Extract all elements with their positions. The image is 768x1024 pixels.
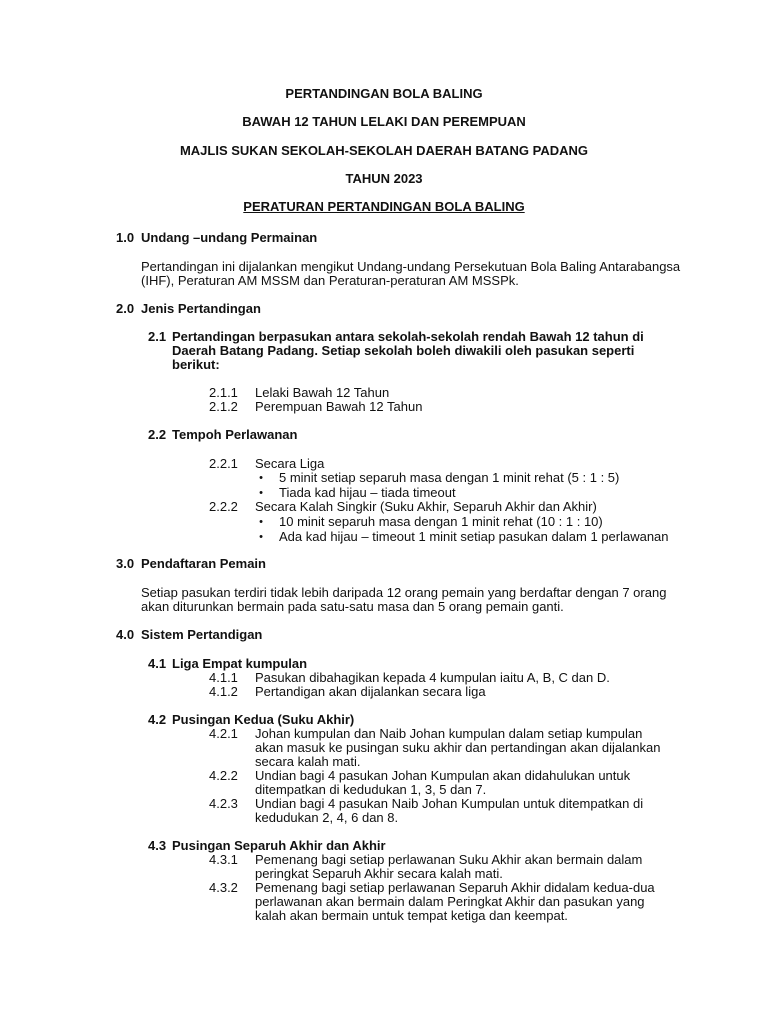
section-3-number: 3.0: [116, 556, 135, 571]
item-4-1-1-number: 4.1.1: [209, 670, 238, 685]
item-4-2-1-line-3: secara kalah mati.: [255, 754, 361, 769]
item-2-1-1-text: Lelaki Bawah 12 Tahun: [255, 385, 390, 400]
item-4-2-3-line-1: Undian bagi 4 pasukan Naib Johan Kumpulan untuk ditempatkan di: [255, 796, 644, 811]
item-4-2-2-number: 4.2.2: [209, 768, 238, 783]
header-line-4: TAHUN 2023: [345, 171, 423, 186]
item-4-1-2-text: Pertandigan akan dijalankan secara liga: [255, 684, 486, 699]
section-2-number: 2.0: [116, 301, 135, 316]
item-4-3-2-line-1: Pemenang bagi setiap perlawanan Separuh Akhir didalam kedua-dua: [255, 880, 655, 895]
section-3-title: Pendaftaran Pemain: [141, 556, 266, 571]
document-title: PERATURAN PERTANDINGAN BOLA BALING: [243, 199, 525, 214]
section-1-paragraph-line-2: (IHF), Peraturan AM MSSM dan Peraturan-peraturan AM MSSPk.: [141, 273, 519, 288]
subsection-4-1-title: Liga Empat kumpulan: [172, 656, 308, 671]
item-4-3-2-line-2: perlawanan akan bermain dalam Peringkat Akhir dan pasukan yang: [255, 894, 645, 909]
item-4-2-3-line-2: kedudukan 2, 4, 6 dan 8.: [255, 810, 399, 825]
bullet-icon: •: [259, 487, 263, 499]
section-3-paragraph-line-1: Setiap pasukan terdiri tidak lebih daripada 12 orang pemain yang berdaftar dengan 7 orang: [141, 585, 667, 600]
item-4-2-1-line-1: Johan kumpulan dan Naib Johan kumpulan dalam setiap kumpulan: [255, 726, 643, 741]
subsection-4-3-number: 4.3: [148, 838, 167, 853]
item-4-1-1-text: Pasukan dibahagikan kepada 4 kumpulan iaitu A, B, C dan D.: [255, 670, 610, 685]
item-2-1-1-number: 2.1.1: [209, 385, 238, 400]
subsection-2-2-number: 2.2: [148, 427, 167, 442]
item-4-2-3-number: 4.2.3: [209, 796, 238, 811]
subsection-4-3-title: Pusingan Separuh Akhir dan Akhir: [172, 838, 386, 853]
item-2-2-2-bullet-2: Ada kad hijau – timeout 1 minit setiap pasukan dalam 1 perlawanan: [279, 529, 669, 544]
item-2-2-2-text: Secara Kalah Singkir (Suku Akhir, Separuh Akhir dan Akhir): [255, 499, 597, 514]
subsection-4-2-number: 4.2: [148, 712, 167, 727]
item-2-2-1-text: Secara Liga: [255, 456, 325, 471]
item-4-3-2-number: 4.3.2: [209, 880, 238, 895]
section-2-title: Jenis Pertandingan: [141, 301, 261, 316]
subsection-4-1-number: 4.1: [148, 656, 167, 671]
item-4-3-2-line-3: kalah akan bermain untuk tempat ketiga dan keempat.: [255, 908, 568, 923]
section-4-title: Sistem Pertandigan: [141, 627, 263, 642]
header-line-2: BAWAH 12 TAHUN LELAKI DAN PEREMPUAN: [242, 114, 526, 129]
item-2-1-2-number: 2.1.2: [209, 399, 238, 414]
item-4-2-2-line-1: Undian bagi 4 pasukan Johan Kumpulan akan didahulukan untuk: [255, 768, 631, 783]
subsection-2-1-line-2: Daerah Batang Padang. Setiap sekolah boleh diwakili oleh pasukan seperti: [172, 343, 635, 358]
subsection-2-1-line-1: Pertandingan berpasukan antara sekolah-sekolah rendah Bawah 12 tahun di: [172, 329, 644, 344]
item-4-2-2-line-2: ditempatkan di kedudukan 1, 3, 5 dan 7.: [255, 782, 487, 797]
header-line-3: MAJLIS SUKAN SEKOLAH-SEKOLAH DAERAH BATANG PADANG: [179, 143, 589, 158]
section-4-number: 4.0: [116, 627, 135, 642]
item-4-3-1-line-1: Pemenang bagi setiap perlawanan Suku Akhir akan bermain dalam: [255, 852, 643, 867]
subsection-2-1-line-3: berikut:: [172, 357, 220, 372]
item-2-2-1-bullet-2: Tiada kad hijau – tiada timeout: [279, 485, 456, 500]
item-2-2-2-number: 2.2.2: [209, 499, 238, 514]
item-4-2-1-number: 4.2.1: [209, 726, 238, 741]
section-1-number: 1.0: [116, 230, 135, 245]
item-2-2-2-bullet-1: 10 minit separuh masa dengan 1 minit rehat (10 : 1 : 10): [279, 514, 603, 529]
item-2-1-2-text: Perempuan Bawah 12 Tahun: [255, 399, 423, 414]
bullet-icon: •: [259, 516, 263, 528]
header-line-1: PERTANDINGAN BOLA BALING: [285, 86, 483, 101]
item-4-3-1-line-2: peringkat Separuh Akhir secara kalah mati.: [255, 866, 503, 881]
item-4-2-1-line-2: akan masuk ke pusingan suku akhir dan pertandingan akan dijalankan: [255, 740, 661, 755]
subsection-2-2-title: Tempoh Perlawanan: [172, 427, 298, 442]
section-3-paragraph-line-2: akan diturunkan bermain pada satu-satu masa dan 5 orang pemain ganti.: [141, 599, 564, 614]
subsection-2-1-number: 2.1: [148, 329, 167, 344]
section-1-paragraph-line-1: Pertandingan ini dijalankan mengikut Undang-undang Persekutuan Bola Baling Antarabangsa: [141, 259, 681, 274]
bullet-icon: •: [259, 531, 263, 543]
item-2-2-1-bullet-1: 5 minit setiap separuh masa dengan 1 minit rehat (5 : 1 : 5): [279, 470, 620, 485]
bullet-icon: •: [259, 472, 263, 484]
item-4-1-2-number: 4.1.2: [209, 684, 238, 699]
item-2-2-1-number: 2.2.1: [209, 456, 238, 471]
subsection-4-2-title: Pusingan Kedua (Suku Akhir): [172, 712, 355, 727]
item-4-3-1-number: 4.3.1: [209, 852, 238, 867]
section-1-title: Undang –undang Permainan: [141, 230, 318, 245]
